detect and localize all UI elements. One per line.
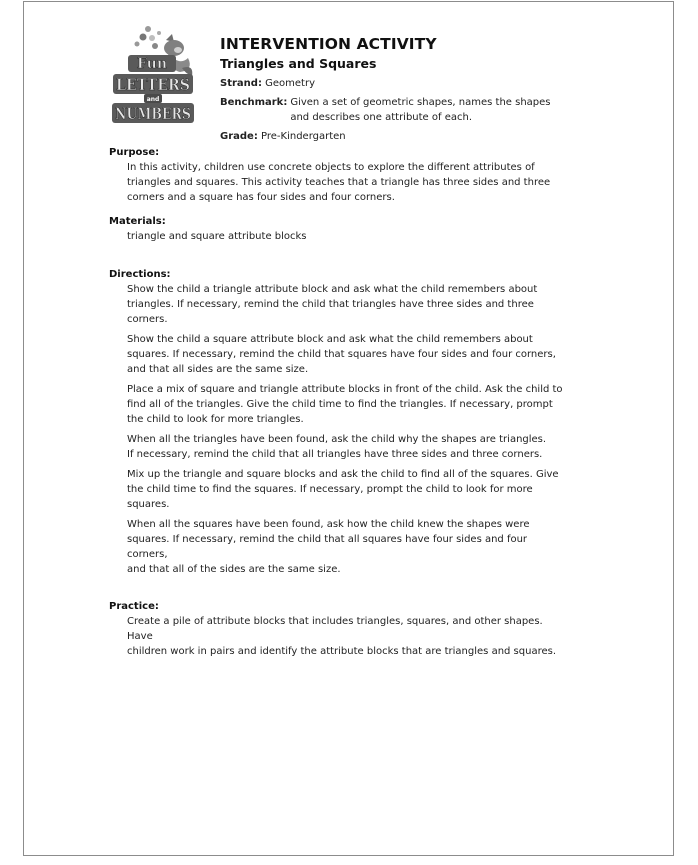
- direction-paragraph: When all the triangles have been found, ask the child why the shapes are triangles. If necessary, remind the child that all triangles have three sides and three corners.: [127, 434, 547, 460]
- strand-value: Geometry: [265, 78, 316, 89]
- activity-header: [220, 35, 620, 144]
- practice-section: [109, 599, 569, 659]
- directions-label: Directions:: [109, 269, 171, 280]
- fun-letters-numbers-logo: [110, 24, 196, 126]
- benchmark-label: Benchmark:: [220, 97, 288, 108]
- practice-text: [109, 614, 569, 659]
- direction-paragraph: Place a mix of square and triangle attribute blocks in front of the child. Ask the child to find all of the triangles. Give the child time to find the triangles. If necessary, prompt the child to look for more triangles.: [127, 384, 563, 425]
- benchmark-row: [220, 95, 620, 125]
- directions-section: [109, 267, 569, 577]
- strand-label: Strand:: [220, 78, 262, 89]
- logo-line-3: and: [146, 96, 160, 103]
- direction-paragraph: Mix up the triangle and square blocks and ask the child to find all of the squares. Give the child time to find the squares. If necessary, prompt the child to look for more squares.: [127, 469, 559, 510]
- grade-row: [220, 129, 620, 144]
- grade-value: Pre-Kindergarten: [261, 131, 346, 142]
- purpose-line: corners and a square has four sides and four corners.: [127, 192, 395, 203]
- materials-label: Materials:: [109, 216, 166, 227]
- logo-line-1: Fun: [136, 56, 168, 72]
- direction-paragraph: Show the child a square attribute block and ask what the child remembers about squares. If necessary, remind the child that squares have four sides and four corners, and that all sides are the same size.: [127, 334, 556, 375]
- logo-line-2: LETTERS: [116, 75, 190, 94]
- practice-label: Practice:: [109, 601, 159, 612]
- materials-section: [109, 214, 569, 244]
- benchmark-line-1: Given a set of geometric shapes, names the shapes: [290, 97, 551, 108]
- logo-line-4: NUMBERS: [115, 104, 191, 123]
- purpose-line: triangles and squares. This activity teaches that a triangle has three sides and three: [127, 177, 551, 188]
- benchmark-line-2: and describes one attribute of each.: [290, 112, 473, 123]
- grade-label: Grade:: [220, 131, 258, 142]
- directions-body: [109, 282, 569, 577]
- page-title: INTERVENTION ACTIVITY: [220, 35, 437, 53]
- activity-content: [109, 145, 569, 659]
- direction-paragraph: When all the squares have been found, ask how the child knew the shapes were squares. If necessary, remind the child that all squares have four sides and four corners, and that all of the sides are the same size.: [127, 519, 530, 575]
- practice-line: Create a pile of attribute blocks that includes triangles, squares, and other shapes. Have: [127, 616, 543, 642]
- direction-paragraph: Show the child a triangle attribute block and ask what the child remembers about triangles. If necessary, remind the child that triangles have three sides and three corners.: [127, 284, 538, 325]
- benchmark-value: [290, 95, 550, 125]
- purpose-line: In this activity, children use concrete objects to explore the different attributes of: [127, 162, 535, 173]
- purpose-text: [109, 160, 569, 205]
- purpose-section: [109, 145, 569, 205]
- strand-row: [220, 76, 620, 91]
- practice-line: children work in pairs and identify the attribute blocks that are triangles and squares.: [127, 646, 557, 657]
- purpose-label: Purpose:: [109, 147, 160, 158]
- materials-text: triangle and square attribute blocks: [127, 231, 307, 242]
- activity-subtitle: Triangles and Squares: [220, 56, 377, 71]
